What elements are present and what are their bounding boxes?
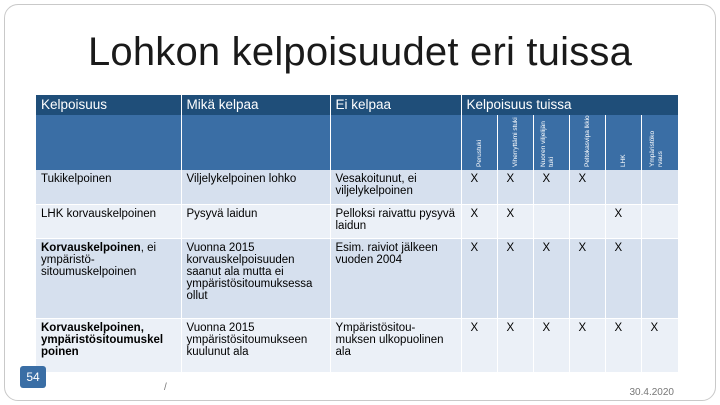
cell-mark: X [569, 318, 605, 372]
table-row [36, 238, 678, 318]
cell-mark: X [461, 170, 497, 204]
cell-mark: X [533, 238, 569, 318]
support-col-lhk: LHK [605, 115, 641, 170]
cell-kelpoisuus: Korvauskelpoinen, ei ympäristö-sitoumuskelpoinen [36, 238, 181, 318]
slide-title: Lohkon kelpoisuudet eri tuissa [87, 30, 633, 74]
cell-mark: X [569, 170, 605, 204]
subheader-blank-1 [36, 115, 181, 170]
cell-mark: X [461, 238, 497, 318]
table-row [36, 204, 678, 238]
cell-mark [641, 170, 678, 204]
cell-mark [641, 204, 678, 238]
subheader-blank-3 [330, 115, 461, 170]
cell-ei-kelpaa: Vesakoitunut, ei viljelykelpoinen [330, 170, 461, 204]
header-ei-kelpaa: Ei kelpaa [330, 95, 461, 115]
support-col-ymparistokorvaus: Ympäristöko rvaus [641, 115, 678, 170]
cell-mark [605, 170, 641, 204]
cell-mark [533, 204, 569, 238]
cell-kelpoisuus: Korvauskelpoinen, ympäristösitoumuskel poinen [36, 318, 181, 372]
cell-ei-kelpaa: Esim. raiviot jälkeen vuoden 2004 [330, 238, 461, 318]
cell-kelpoisuus: LHK korvauskelpoinen [36, 204, 181, 238]
cell-mark: X [497, 170, 533, 204]
subheader-blank-2 [181, 115, 330, 170]
cell-mark: X [605, 238, 641, 318]
eligibility-table [36, 95, 679, 373]
cell-mark: X [641, 318, 678, 372]
cell-mark: X [569, 238, 605, 318]
support-header-row [36, 115, 678, 170]
footer-date [630, 382, 675, 392]
header-kelpoisuus-tuissa: Kelpoisuus tuissa [461, 95, 678, 115]
cell-mark: X [605, 204, 641, 238]
support-col-perustuki: Perustuki [461, 115, 497, 170]
cell-mark [569, 204, 605, 238]
support-col-peltokasvipalkkio: Peltokasvipa lkkio [569, 115, 605, 170]
cell-ei-kelpaa: Pelloksi raivattu pysyvä laidun [330, 204, 461, 238]
cell-ei-kelpaa: Ympäristösitou-muksen ulkopuolinen ala [330, 318, 461, 372]
header-kelpoisuus: Kelpoisuus [36, 95, 181, 115]
cell-mark: X [497, 238, 533, 318]
support-col-nuoren-viljelijan-tuki: Nuoren viljelijän tuki [533, 115, 569, 170]
cell-mark: X [533, 318, 569, 372]
cell-mark [641, 238, 678, 318]
cell-mark: X [461, 204, 497, 238]
header-row [36, 95, 678, 115]
page-number-badge: 54 [20, 366, 46, 388]
cell-mark: X [461, 318, 497, 372]
cell-mark: X [533, 170, 569, 204]
cell-kelpoisuus: Tukikelpoinen [36, 170, 181, 204]
cell-mika-kelpaa: Pysyvä laidun [181, 204, 330, 238]
cell-mika-kelpaa: Vuonna 2015 ympäristösitoumukseen kuulunut ala [181, 318, 330, 372]
support-col-viherryttamistuki: Viherryttämi stuki [497, 115, 533, 170]
cell-mark: X [497, 318, 533, 372]
table-row [36, 170, 678, 204]
header-mika-kelpaa: Mikä kelpaa [181, 95, 330, 115]
cell-mark: X [605, 318, 641, 372]
cell-mika-kelpaa: Vuonna 2015 korvauskelpoisuuden saanut ala mutta ei ympäristösitoumuksessa ollut [181, 238, 330, 318]
footer-slash: / [164, 382, 167, 393]
cell-mark: X [497, 204, 533, 238]
cell-mika-kelpaa: Viljelykelpoinen lohko [181, 170, 330, 204]
table-row [36, 318, 678, 372]
